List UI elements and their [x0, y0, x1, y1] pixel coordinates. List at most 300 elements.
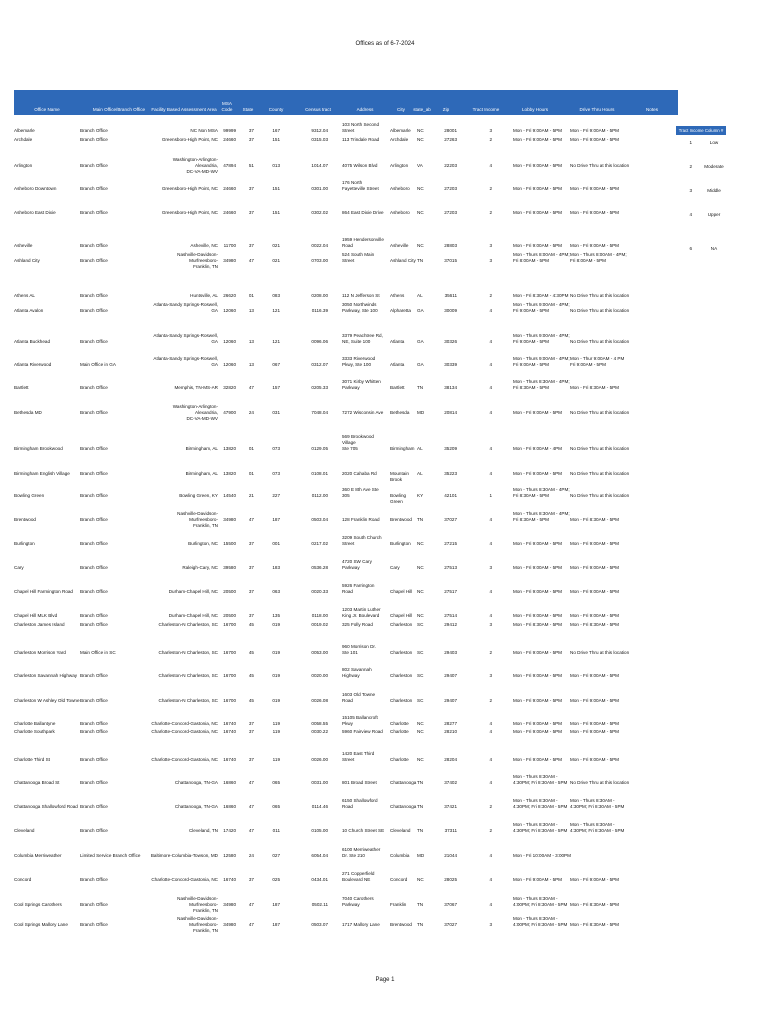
table-cell: 37 [248, 541, 254, 546]
table-cell: Branch Office [80, 293, 108, 298]
table-cell: 2 [489, 698, 492, 703]
table-cell: Charleston W Ashley Old Towne [14, 698, 80, 703]
table-cell: 4075 Wilson Blvd [342, 163, 378, 168]
table-cell: No Drive Thru at this location [570, 493, 630, 498]
table-cell: Charlotte-Concord-Gastonia, NC [151, 877, 218, 882]
table-cell: No Drive Thru at this location [570, 308, 630, 313]
table-cell: 0129.05 [311, 446, 328, 451]
table-cell: 013 [272, 163, 280, 168]
table-cell: 47 [248, 902, 254, 907]
table-cell: 0118.00 [311, 613, 328, 618]
table-cell: 4 [489, 308, 492, 313]
table-cell: 37 [248, 877, 254, 882]
table-cell: 47 [248, 780, 254, 785]
table-cell: Mon - Thurs 8:30AM - 4:30PM; Fri 8:30AM - 5PM [570, 798, 625, 809]
table-cell: Atlanta-Sandy Springs-Roswell, GA [153, 356, 218, 367]
table-cell: 3333 Riverwood Pkwy, Ste 100 [342, 356, 376, 367]
table-cell: 99999 [223, 128, 236, 133]
table-cell: Asheville [14, 243, 33, 248]
table-cell: Chattanooga, TN-GA [174, 804, 218, 809]
table-cell: 24 [248, 853, 254, 858]
table-cell: Atlanta Riverwood [14, 362, 52, 367]
table-cell: 37067 [444, 902, 457, 907]
table-cell: 0116.39 [311, 308, 328, 313]
table-cell: Asheboro [390, 210, 410, 215]
table-cell: 15105 Ballancroft Pkwy [342, 715, 378, 726]
table-cell: 360 E 8th Ave Ste 305 [342, 487, 379, 498]
table-cell: Mon - Fri 9:00AM - 5PM [570, 541, 620, 546]
table-cell: Concord [390, 877, 408, 882]
table-cell: Mon - Fri 9:00AM - 5PM [570, 673, 620, 678]
table-cell: Cool Springs Carothers [14, 902, 62, 907]
table-cell: Cool Springs Mallory Lane [14, 922, 68, 927]
table-cell: 27215 [444, 541, 457, 546]
table-cell: 45 [248, 650, 254, 655]
table-cell: 121 [272, 339, 280, 344]
table-cell: Mon - Fri 9:00AM - 5PM [513, 410, 563, 415]
table-cell: 1 [489, 493, 492, 498]
table-cell: Burlington [390, 541, 411, 546]
table-cell: Mon - Fri 9:00AM - 5PM [513, 613, 563, 618]
table-cell: 01 [248, 293, 254, 298]
table-cell: 47 [248, 385, 254, 390]
table-cell: Charleston James Island [14, 622, 65, 627]
table-cell: 3 [489, 565, 492, 570]
table-cell: Mon - Thurs 8:30AM - 4PM; Fri 8:30AM - 5PM [513, 487, 570, 498]
table-cell: Branch Office [80, 729, 108, 734]
table-cell: 0302.02 [311, 210, 328, 215]
table-cell: 16740 [223, 721, 236, 726]
table-cell: 167 [272, 128, 280, 133]
table-cell: 37 [248, 128, 254, 133]
table-cell: 112 N Jefferson St [342, 293, 380, 298]
table-cell: 019 [272, 622, 280, 627]
table-cell: 4 [489, 780, 492, 785]
table-cell: Mon - Thurs 8:00AM - 4PM; Fri 8:00AM - 5PM [513, 252, 570, 263]
table-cell: 35209 [444, 446, 457, 451]
table-cell: Charleston [390, 622, 413, 627]
table-cell: 16740 [223, 877, 236, 882]
table-cell: 20500 [223, 613, 236, 618]
table-cell: Branch Office [80, 210, 108, 215]
table-cell: Arlington [14, 163, 33, 168]
table-cell: 128 Franklin Road [342, 517, 380, 522]
table-cell: 45 [248, 622, 254, 627]
table-cell: Washington-Arlington-Alexandria, DC-VA-MD-WV [172, 157, 218, 174]
table-cell: 7048.04 [311, 410, 328, 415]
table-cell: 6100 Merriweather Dr. Ste 210 [342, 847, 381, 858]
table-cell: 4 [489, 757, 492, 762]
table-cell: Mon - Fri 9:00AM - 5PM [513, 137, 563, 142]
table-cell: Mon - Fri 9:00AM - 5PM [570, 210, 620, 215]
table-cell: TN [417, 780, 424, 785]
table-cell: 4 [489, 613, 492, 618]
table-cell: 187 [272, 922, 280, 927]
table-cell: 3379 Peachtree Rd, NE, Suite 100 [342, 333, 383, 344]
table-cell: TN [417, 385, 424, 390]
table-cell: 26620 [223, 293, 236, 298]
column-header: state_ab [413, 107, 431, 112]
table-cell: Archdale [14, 137, 33, 142]
table-cell: 6150 Shallowford Road [342, 798, 378, 809]
table-cell: Birmingham, AL [185, 446, 218, 451]
table-cell: 28277 [444, 721, 457, 726]
table-cell: 0031.00 [311, 780, 328, 785]
column-header: Address [356, 107, 374, 112]
table-cell: Mon - Fri 9:00AM - 5PM [570, 613, 620, 618]
table-cell: Atlanta [390, 362, 405, 367]
table-cell: 0205.33 [311, 385, 328, 390]
table-cell: 12060 [223, 362, 236, 367]
table-cell: 51 [248, 163, 254, 168]
column-header: Facility Based Assessment Area [151, 107, 217, 112]
table-cell: Mon - Thurs 8:30AM - 4:30PM; Fri 8:30AM - 5PM [513, 774, 568, 785]
table-cell: Ashland City [14, 258, 40, 263]
table-cell: 065 [272, 804, 280, 809]
table-cell: 47900 [223, 410, 236, 415]
table-cell: Memphis, TN-MS-AR [174, 385, 218, 390]
table-cell: 30009 [444, 308, 457, 313]
table-cell: 3 [489, 673, 492, 678]
table-cell: 0105.00 [311, 828, 328, 833]
table-cell: 15500 [223, 541, 236, 546]
table-cell: Mountain Brook [390, 471, 409, 482]
table-cell: 4 [489, 471, 492, 476]
table-cell: 3 [489, 128, 492, 133]
table-cell: Mon - Fri 9:00AM - 5PM [513, 721, 563, 726]
column-header: County [268, 107, 284, 112]
table-cell: 0208.00 [311, 293, 328, 298]
table-cell: Bethesda [390, 410, 410, 415]
table-cell: NC [417, 721, 424, 726]
table-cell: 0030.22 [311, 729, 328, 734]
table-cell: Mon - Fri 8:30AM - 5PM [570, 385, 620, 390]
legend-label: NA [710, 246, 718, 251]
table-cell: 2 [489, 137, 492, 142]
table-cell: Mon - Thurs 8:30AM - 4:30PM; Fri 8:30AM - 5PM [513, 798, 568, 809]
table-cell: 37 [248, 137, 254, 142]
table-cell: Branch Office [80, 471, 108, 476]
table-cell: 031 [272, 410, 280, 415]
table-cell: Charleston [390, 650, 413, 655]
table-cell: TN [417, 902, 424, 907]
table-cell: 16700 [223, 650, 236, 655]
table-cell: 569 Brookwood Village Ste 705 [342, 434, 374, 451]
table-cell: 0217.02 [311, 541, 328, 546]
table-cell: Charleston-N Charleston, SC [158, 650, 218, 655]
table-cell: Branch Office [80, 877, 108, 882]
table-cell: Archdale [390, 137, 409, 142]
table-cell: 16700 [223, 622, 236, 627]
table-cell: 01 [248, 471, 254, 476]
table-cell: 019 [272, 650, 280, 655]
table-cell: Arlington [390, 163, 409, 168]
table-cell: 4 [489, 589, 492, 594]
column-header: Zip [442, 107, 450, 112]
table-cell: Branch Office [80, 622, 108, 627]
table-cell: Mon - Thurs 8:30AM - 4:30PM; Fri 8:30AM - 5PM [570, 822, 625, 833]
table-cell: Charleston-N Charleston, SC [158, 622, 218, 627]
table-cell: 103 North Second Street [342, 122, 380, 133]
table-cell: Ashland City [390, 258, 416, 263]
page-title: Offices as of 6-7-2024 [355, 41, 415, 47]
table-cell: Branch Office [80, 137, 108, 142]
table-cell: Branch Office [80, 186, 108, 191]
table-cell: 864 East Dixie Drive [342, 210, 384, 215]
table-cell: 37027 [444, 922, 457, 927]
table-cell: 45 [248, 673, 254, 678]
table-cell: 3 [489, 258, 492, 263]
table-cell: SC [417, 673, 424, 678]
table-cell: Cary [390, 565, 400, 570]
table-cell: 0503.07 [311, 922, 328, 927]
table-cell: Alpharetta [390, 308, 411, 313]
table-cell: Mon - Fri 9:00AM - 5PM [570, 721, 620, 726]
table-cell: Mon - Thurs 8:30AM - 4:30PM; Fri 8:30AM - 5PM [513, 822, 568, 833]
table-cell: NC [417, 589, 424, 594]
table-cell: Mon - Fri 9:00AM - 5PM [513, 243, 563, 248]
table-cell: Mon - Fri 9:00AM - 5PM [513, 565, 563, 570]
table-cell: Mon - Fri 9:00AM - 5PM [570, 589, 620, 594]
table-cell: 0108.01 [311, 471, 328, 476]
table-cell: 067 [272, 362, 280, 367]
table-cell: 27513 [444, 565, 457, 570]
table-cell: 4 [489, 517, 492, 522]
table-cell: 0114.46 [311, 804, 328, 809]
column-header: Main Office/Branch Office [92, 107, 146, 112]
table-cell: 9312.04 [311, 128, 328, 133]
legend-label: Low [709, 140, 719, 145]
table-cell: Charleston-N Charleston, SC [158, 698, 218, 703]
table-cell: 28210 [444, 729, 457, 734]
table-cell: 35223 [444, 471, 457, 476]
table-cell: 0020.33 [311, 589, 328, 594]
table-cell: TN [417, 922, 424, 927]
table-cell: Mon - Fri 8:30AM - 4:30PM [513, 293, 569, 298]
table-cell: Mon - Fri 9:00AM - 5PM [513, 128, 563, 133]
table-cell: 2 [489, 828, 492, 833]
table-cell: 37311 [444, 828, 457, 833]
table-cell: Huntsville, AL [190, 293, 218, 298]
table-cell: Limited Service Branch Office [80, 853, 141, 858]
table-cell: TN [417, 258, 424, 263]
table-cell: NC [417, 128, 424, 133]
table-cell: Main Office in SC [80, 650, 116, 655]
table-cell: 325 Folly Road [342, 622, 373, 627]
table-cell: 29407 [444, 673, 457, 678]
table-cell: Chapel Hill [390, 613, 413, 618]
table-cell: No Drive Thru at this location [570, 780, 630, 785]
table-cell: NC [417, 757, 424, 762]
table-cell: Mon - Fri 9:00AM - 5PM [570, 128, 620, 133]
table-cell: 47894 [223, 163, 236, 168]
table-cell: 37 [248, 729, 254, 734]
table-cell: 4 [489, 877, 492, 882]
table-cell: Bethesda MD [14, 410, 42, 415]
table-cell: Greensboro-High Point, NC [161, 137, 218, 142]
table-cell: Branch Office [80, 517, 108, 522]
table-cell: 011 [272, 828, 280, 833]
table-cell: Branch Office [80, 541, 108, 546]
table-cell: No Drive Thru at this location [570, 446, 630, 451]
table-cell: 3050 Northwinds Parkway, Ste 100 [342, 302, 378, 313]
table-cell: 30339 [444, 362, 457, 367]
table-cell: 47 [248, 804, 254, 809]
table-cell: Atlanta Buckhead [14, 339, 51, 344]
table-cell: 183 [272, 565, 280, 570]
table-cell: NC [417, 186, 424, 191]
table-cell: 4 [489, 362, 492, 367]
column-header: City [397, 107, 405, 112]
table-cell: NC [417, 877, 424, 882]
table-cell: NC [417, 541, 424, 546]
table-cell: Mon - Thurs 9:00AM - 4PM; Fri 9:00AM - 5PM [513, 302, 570, 313]
table-cell: 4 [489, 410, 492, 415]
table-cell: NC [417, 729, 424, 734]
table-cell: GA [417, 362, 424, 367]
table-cell: Branch Office [80, 339, 108, 344]
table-cell: Branch Office [80, 613, 108, 618]
table-cell: 187 [272, 902, 280, 907]
table-cell: 157 [272, 385, 280, 390]
table-cell: Mon - Thurs 8:30AM - 4:00PM; Fri 8:30AM - 5PM [513, 896, 568, 907]
table-cell: 16700 [223, 673, 236, 678]
table-cell: VA [417, 163, 423, 168]
table-cell: Mon - Thurs 8:00AM - 4PM; Fri 8:00AM - 5PM [570, 252, 627, 263]
table-cell: 47 [248, 922, 254, 927]
table-cell: KY [417, 493, 424, 498]
table-cell: 37 [248, 757, 254, 762]
table-cell: 4 [489, 721, 492, 726]
table-cell: Brentwood [390, 517, 412, 522]
table-cell: Mon - Fri 9:00AM - 5PM [513, 186, 563, 191]
table-cell: Franklin [390, 902, 407, 907]
table-cell: Nashville-Davidson-Murfreesboro- Franklin, TN [177, 916, 218, 933]
table-cell: NC [417, 210, 424, 215]
table-cell: 121 [272, 308, 280, 313]
table-cell: 073 [272, 446, 280, 451]
table-cell: 1203 Martin Luther King Jr. Boulevard [342, 607, 381, 618]
table-cell: 021 [272, 243, 280, 248]
table-cell: 0026.00 [311, 757, 328, 762]
table-cell: 35611 [444, 293, 457, 298]
legend-code: 1 [689, 140, 692, 145]
table-cell: 28204 [444, 757, 457, 762]
table-cell: 17420 [223, 828, 236, 833]
table-cell: Charlotte-Concord-Gastonia, NC [151, 729, 218, 734]
legend-label: Moderate [704, 164, 724, 169]
table-cell: NC [417, 243, 424, 248]
table-cell: 113 Trindale Road [342, 137, 380, 142]
table-cell: 29403 [444, 650, 457, 655]
table-cell: Branch Office [80, 163, 108, 168]
table-cell: Mon - Fri 9:00AM - 4PM [513, 446, 563, 451]
table-cell: 0022.04 [311, 243, 328, 248]
table-cell: Mon - Thurs 8:30AM - 4:00PM; Fri 8:30AM - 5PM [513, 916, 568, 927]
column-header: State [242, 107, 254, 112]
table-cell: Mon - Fri 9:00AM - 5PM [513, 877, 563, 882]
table-cell: Birmingham Brookwood [14, 446, 63, 451]
table-cell: Mon - Thur 9:00AM - 4 PM Fri 9:00AM - 5PM [570, 356, 625, 367]
table-cell: 28803 [444, 243, 457, 248]
table-cell: Chapel Hill [390, 589, 413, 594]
table-cell: Mon - Fri 9:00AM - 5PM [570, 565, 620, 570]
table-cell: Charleston [390, 673, 413, 678]
table-cell: 37 [248, 186, 254, 191]
table-cell: TN [417, 804, 424, 809]
table-cell: SC [417, 650, 424, 655]
table-cell: Chapel Hill Farmington Road [14, 589, 73, 594]
table-cell: 22203 [444, 163, 457, 168]
table-cell: 801 Broad Street [342, 780, 377, 785]
table-cell: 3 [489, 243, 492, 248]
table-cell: TN [417, 828, 424, 833]
table-cell: Mon - Fri 9:00AM - 5PM [513, 163, 563, 168]
table-cell: Branch Office [80, 721, 108, 726]
column-header: Tract Income [472, 107, 500, 112]
table-cell: NC [417, 613, 424, 618]
table-cell: 2 [489, 293, 492, 298]
table-cell: 2 [489, 186, 492, 191]
table-cell: Bartlett [14, 385, 29, 390]
table-cell: 6054.04 [311, 853, 328, 858]
table-cell: 119 [272, 757, 280, 762]
table-cell: 5926 Farrington Road [342, 583, 375, 594]
table-cell: 019 [272, 698, 280, 703]
table-cell: 32820 [223, 385, 236, 390]
table-cell: Mon - Fri 8:30AM - 5PM [513, 622, 563, 627]
table-cell: 0301.00 [311, 186, 328, 191]
table-cell: 0053.00 [311, 650, 328, 655]
legend-code: 3 [689, 188, 692, 193]
table-cell: 16860 [223, 804, 236, 809]
column-header: Lobby Hours [521, 107, 549, 112]
table-cell: 802 Savannah Highway [342, 667, 372, 678]
table-cell: Mon - Thurs 9:00AM - 4PM; Fri 9:00AM - 5PM [513, 356, 570, 367]
table-cell: 45 [248, 698, 254, 703]
table-cell: No Drive Thru at this location [570, 650, 630, 655]
table-cell: Mon - Fri 9:00AM - 5PM [570, 186, 620, 191]
table-cell: 37421 [444, 804, 457, 809]
table-cell: 135 [272, 613, 280, 618]
table-cell: 1420 East Third Street [342, 751, 375, 762]
table-cell: Burlington, NC [188, 541, 218, 546]
table-cell: Brentwood [390, 922, 412, 927]
table-cell: Concord [14, 877, 32, 882]
table-cell: 13 [248, 308, 254, 313]
table-cell: Charleston Savannah Highway [14, 673, 78, 678]
table-cell: Branch Office [80, 410, 108, 415]
table-cell: 34980 [223, 902, 236, 907]
table-cell: NC [417, 137, 424, 142]
table-cell: Branch Office [80, 757, 108, 762]
table-cell: 0058.55 [311, 721, 328, 726]
table-cell: 0312.07 [311, 362, 328, 367]
table-cell: 0026.08 [311, 698, 328, 703]
table-cell: 28025 [444, 877, 457, 882]
table-cell: 30326 [444, 339, 457, 344]
table-cell: 16740 [223, 729, 236, 734]
legend-label: Upper [707, 212, 721, 217]
table-cell: 001 [272, 541, 280, 546]
table-cell: Branch Office [80, 565, 108, 570]
table-cell: 34980 [223, 922, 236, 927]
table-cell: AL [417, 446, 423, 451]
table-cell: Charleston [390, 698, 413, 703]
table-cell: 524 South Main Street [342, 252, 375, 263]
table-cell: 37015 [444, 258, 457, 263]
table-cell: 28001 [444, 128, 457, 133]
